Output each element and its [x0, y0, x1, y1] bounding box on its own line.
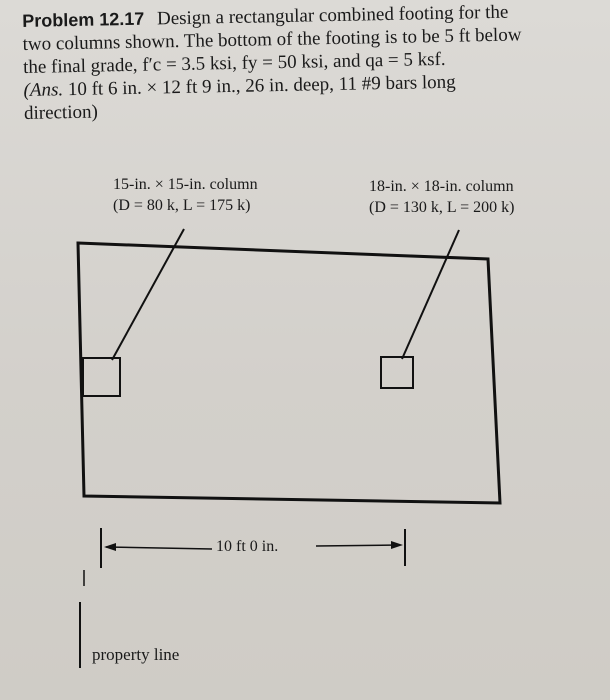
- column-2-square: [381, 357, 413, 388]
- dimension-arrow-right: [391, 541, 403, 549]
- problem-number: Problem 12.17: [22, 8, 145, 31]
- column-1-leader: [112, 229, 184, 360]
- dimension-line-right: [316, 545, 400, 546]
- column-2-size: 18-in. × 18-in. column: [369, 178, 514, 195]
- column-1-size: 15-in. × 15-in. column: [113, 176, 258, 193]
- problem-line-5: direction): [23, 101, 99, 124]
- column-2-leader: [402, 230, 459, 359]
- property-line-label: property line: [92, 645, 180, 664]
- column-1-square: [83, 358, 120, 396]
- dimension-label: 10 ft 0 in.: [216, 538, 279, 555]
- answer-label: (Ans.: [23, 79, 64, 101]
- column-1-loads: (D = 80 k, L = 175 k): [113, 197, 251, 214]
- dimension-arrow-left: [104, 543, 116, 551]
- column-2-loads: (D = 130 k, L = 200 k): [369, 199, 515, 216]
- problem-text-1: Design a rectangular combined footing for the: [156, 1, 509, 30]
- answer-text: 10 ft 6 in. × 12 ft 9 in., 26 in. deep, 11 #9 bars long: [67, 71, 456, 101]
- dimension-line-left: [106, 547, 212, 549]
- problem-line-2: two columns shown. The bottom of the footing is to be 5 ft below: [22, 24, 522, 55]
- problem-line-3: the final grade, f′c = 3.5 ksi, fy = 50 ksi, and qa = 5 ksf.: [22, 48, 446, 78]
